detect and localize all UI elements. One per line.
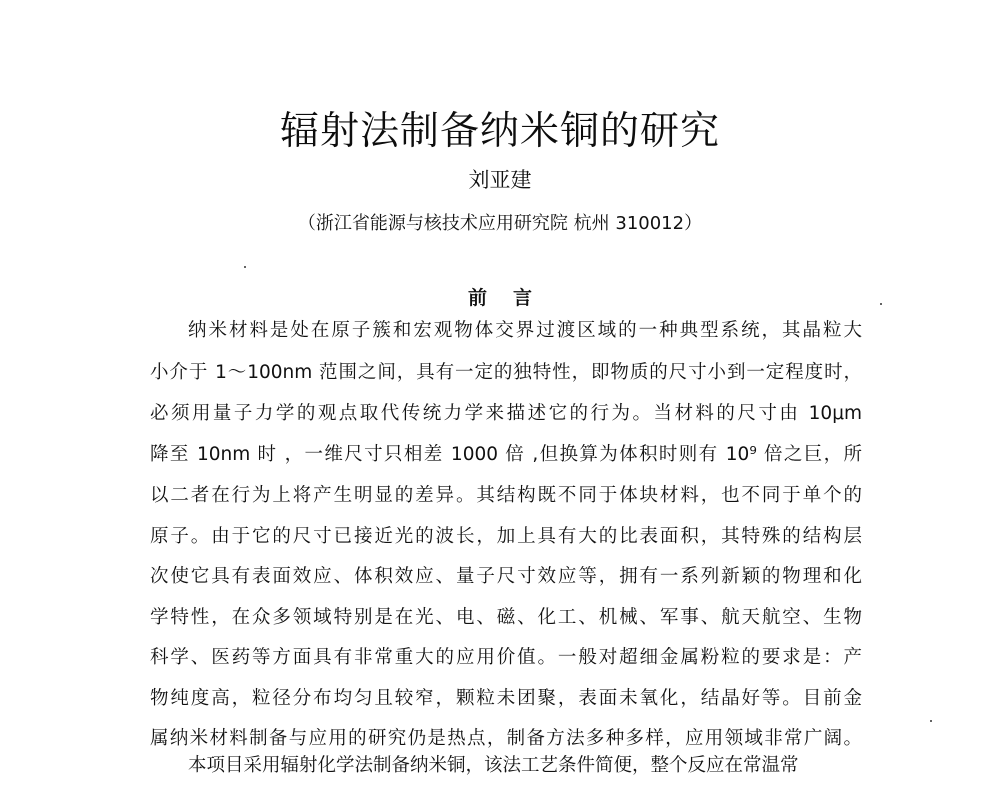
author-affiliation: （浙江省能源与核技术应用研究院 杭州 310012） <box>297 213 703 234</box>
body-line: 必须用量子力学的观点取代传统力学来描述它的行为。当材料的尺寸由 10μm <box>150 403 862 424</box>
body-line: 次使它具有表面效应、体积效应、量子尺寸效应等，拥有一系列新颖的物理和化 <box>150 566 862 587</box>
body-line: 原子。由于它的尺寸已接近光的波长，加上具有大的比表面积，其特殊的结构层 <box>150 526 862 547</box>
body-line: 学特性，在众多领域特别是在光、电、磁、化工、机械、军事、航天航空、生物 <box>150 607 862 628</box>
body-line: 小介于 1～100nm 范围之间，具有一定的独特性，即物质的尺寸小到一定程度时， <box>150 362 862 383</box>
body-line: 纳米材料是处在原子簇和宏观物体交界过渡区域的一种典型系统，其晶粒大 <box>188 320 862 341</box>
body-line: 本项目采用辐射化学法制备纳米铜，该法工艺条件简便，整个反应在常温常 <box>188 755 799 776</box>
paper-title: 辐射法制备纳米铜的研究 <box>279 109 720 154</box>
author-name: 刘亚建 <box>468 168 532 192</box>
scan-speck <box>880 303 882 305</box>
body-line: 以二者在行为上将产生明显的差异。其结构既不同于体块材料，也不同于单个的 <box>150 485 862 506</box>
body-line: 属纳米材料制备与应用的研究仍是热点，制备方法多种多样，应用领域非常广阔。 <box>150 728 862 749</box>
body-line: 科学、医药等方面具有非常重大的应用价值。一般对超细金属粉粒的要求是：产 <box>150 647 862 668</box>
scan-speck <box>244 266 246 268</box>
body-line: 物纯度高，粒径分布均匀且较窄，颗粒未团聚，表面未氧化，结晶好等。目前金 <box>150 688 862 709</box>
body-line: 降至 10nm 时 ，一维尺寸只相差 1000 倍 ,但换算为体积时则有 10⁹ 倍之巨，所 <box>150 444 862 465</box>
scan-speck <box>930 720 932 722</box>
section-heading: 前言 <box>467 287 558 309</box>
